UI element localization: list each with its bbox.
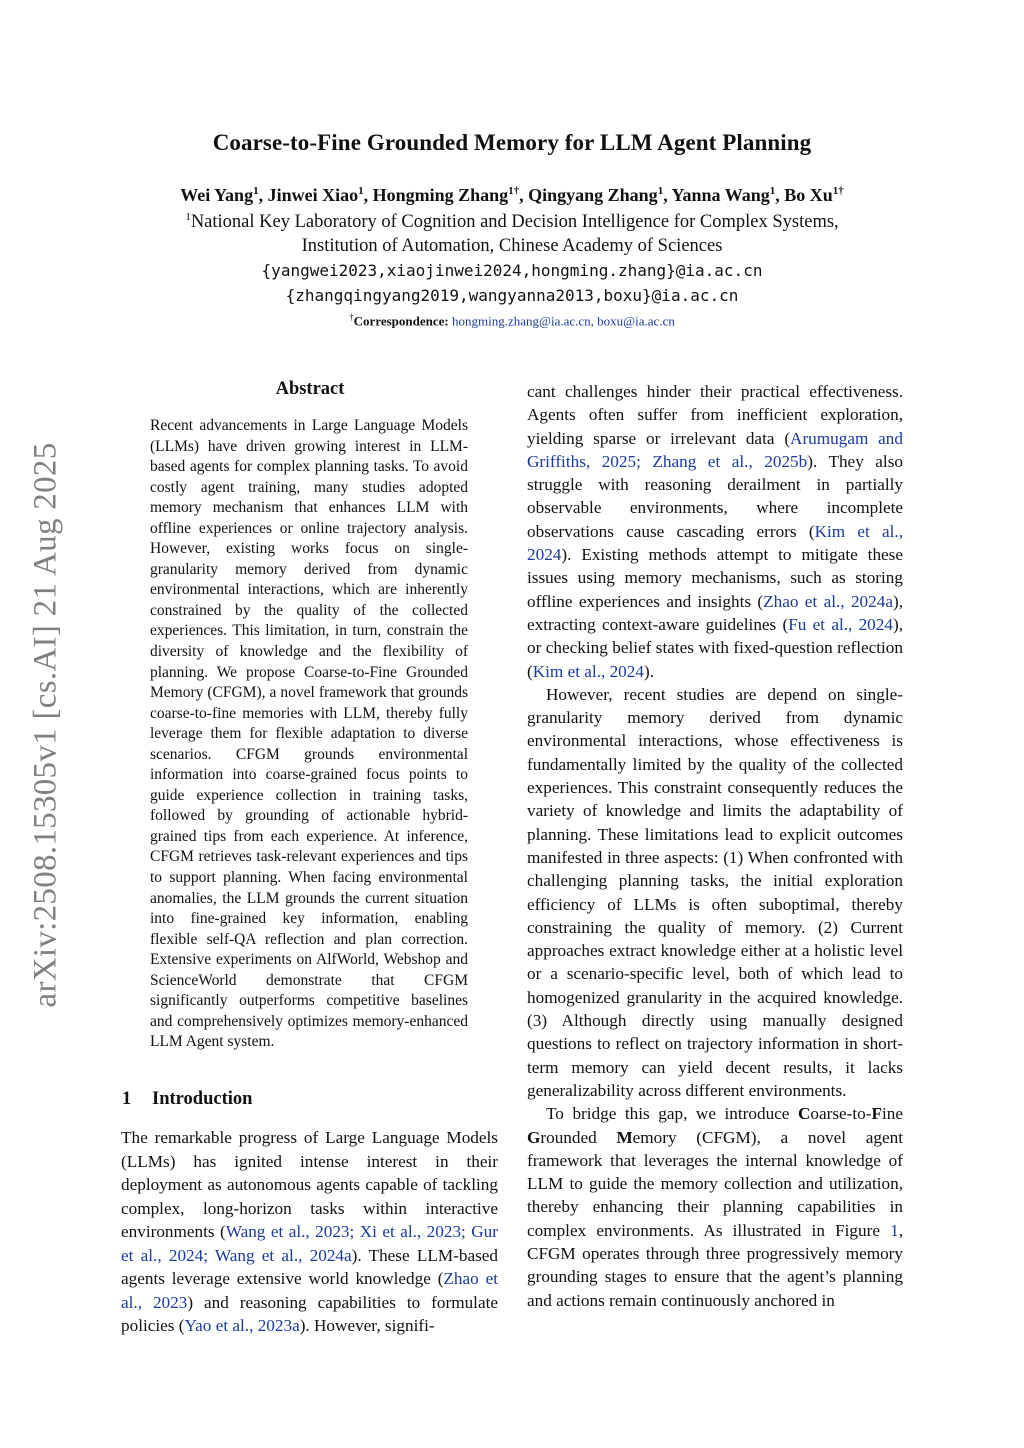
author-list: Wei Yang$^1$, Jinwei Xiao$^1$, Hongming Zhang$^{1\dagger}$, Qingyang Zhang$^1$, Yanna Wang$^1$, Bo $Xu^{1\dagger}$ [180, 185, 844, 205]
paragraph [121, 1126, 498, 1338]
citation-link[interactable]: 1 [890, 1220, 899, 1240]
affiliation-line-2: Institution of Automation, Chinese Academy of Sciences [301, 236, 723, 256]
text-run: ). They also struggle with reasoning derailment in partially observable environments, where incomplete observations cause cascading errors ( [527, 451, 903, 541]
author: Qingyang Zhang$^1$ [528, 185, 664, 205]
author: Wei Yang$^1$ [180, 185, 259, 205]
text-run: cant challenges hinder their practical effectiveness. Agents often suffer from inefficient exploration, yielding sparse or irrelevant data ( [527, 382, 903, 448]
email-line-2: {zhangqingyang2019,wangyanna2013,boxu}@ia.ac.cn [285, 286, 739, 305]
author: Yanna Wang$^1$ [671, 185, 776, 205]
text-run: ), extracting context-aware guidelines ( [527, 591, 903, 634]
affiliation-line-1: $^1$National Key Laboratory of Cognition and Decision Intelligence for Complex Systems, [185, 211, 839, 233]
text-run: ). Existing methods attempt to mitigate these issues using memory mechanisms, such as storing offline experiences and insights ( [527, 545, 903, 611]
text-run: rounded [540, 1127, 617, 1147]
correspondence: †Correspondence: hongming.zhang@ia.ac.cn, boxu@ia.ac.cn [349, 312, 675, 329]
email-line-1: {yangwei2023,xiaojinwei2024,hongming.zhang}@ia.ac.cn [261, 261, 763, 280]
correspondence-emails[interactable]: hongming.zhang@ia.ac.cn, boxu@ia.ac.cn [452, 313, 675, 329]
text-run: emory (CFGM), a novel agent framework that leverages the internal knowledge of LLM to guide the memory collection and utilization, thereby enhancing their planning capabilities in complex environments. As illustrated in Figure [527, 1127, 904, 1240]
abstract-text: Recent advancements in Large Language Models (LLMs) have driven growing interest in LLM-based agents for complex planning tasks. To avoid costly agent training, many studies adopted memory mechanism that enhances LLM with offline experiences or online trajectory analysis. However, existing works focus on single-granularity memory derived from dynamic environmental interactions, which are inherently constrained by the quality of the collected experiences. This limitation, in turn, constrain the diversity of knowledge and the flexibility of planning. We propose Coarse-to-Fine Grounded Memory (CFGM), a novel framework that grounds coarse-to-fine memories with LLM, thereby fully leverage them for flexible adaptation to diverse scenarios. CFGM grounds environmental information into coarse-grained focus points to guide experience collection in training tasks, followed by grounding of actionable hybrid-grained tips from each experience. At inference, CFGM retrieves task-relevant experiences and tips to support planning. When facing environmental anomalies, the LLM grounds the current situation into fine-grained key information, enabling flexible self-QA reflection and plan correction. Extensive experiments on AlfWorld, Webshop and ScienceWorld demonstrate that CFGM significantly outperforms competitive baselines and comprehensively optimizes memory-enhanced LLM Agent system. [150, 417, 468, 1051]
paragraph [527, 380, 903, 683]
author: Bo $Xu^{1\dagger}$ [784, 185, 844, 205]
introduction-right-column [527, 380, 903, 1312]
text-run: ). [643, 661, 654, 681]
text-run: oarse-to- [810, 1104, 872, 1124]
paragraph [527, 1102, 903, 1312]
citation-link[interactable]: Fu et al., 2024 [788, 614, 893, 634]
citation-link[interactable]: Kim et al., 2024 [527, 521, 903, 565]
paper-title: Coarse-to-Fine Grounded Memory for LLM Agent Planning [212, 130, 812, 155]
paragraph [527, 683, 903, 1102]
author: Jinwei Xiao$^1$ [267, 185, 364, 205]
text-run: ). These LLM-based agents leverage extensive world knowledge ( [121, 1245, 498, 1288]
text-run: The remarkable progress of Large Language Models (LLMs) has ignited intense interest in their deployment as autonomous agents capable of tackling complex, long-horizon tasks within interactive environments ( [121, 1128, 498, 1241]
text-run: To bridge this gap, we introduce [546, 1104, 798, 1124]
introduction-left-column [121, 1126, 498, 1338]
section-heading-introduction: 1 Introduction [122, 1089, 253, 1109]
text-run: However, recent studies are depend on single-granularity memory derived from dynamic environmental interactions, whose effectiveness is fundamentally limited by the quality of the collected experiences. This constraint consequently reduces the variety of knowledge and limits the adaptability of planning. These limitations lead to explicit outcomes manifested in three aspects: (1) When confronted with challenging planning tasks, the initial exploration efficiency of LLMs is often suboptimal, thereby constraining the quality of memory. (2) Current approaches extract knowledge either at a holistic level or a scenario-specific level, both of which lead to homogenized granularity in the acquired knowledge. (3) Although directly using manually designed questions to reflect on trajectory information in short-term memory can yield decent results, it lacks generalizability across different environments. [527, 684, 903, 1100]
text-run: ) and reasoning capabilities to formulate policies ( [121, 1292, 498, 1335]
citation-link[interactable]: Zhao et al., 2024a [763, 591, 893, 611]
citation-link[interactable]: Yao et al., 2023a [184, 1316, 300, 1335]
citation-link[interactable]: Arumugam and Griffiths, 2025; Zhang et al., 2025b [527, 428, 903, 471]
text-run: , CFGM operates through three progressively memory grounding stages to ensure that the agent’s planning and actions remain continuously anchored in [527, 1220, 903, 1310]
text-run: ), or checking belief states with fixed-question reflection ( [527, 614, 903, 681]
citation-link[interactable]: Zhao et al., 2023 [121, 1269, 498, 1312]
citation-link[interactable]: Kim et al., 2024 [532, 661, 644, 681]
arxiv-stamp: arXiv:2508.15305v1 [cs.AI] 21 Aug 2025 [27, 442, 64, 1008]
text-run: ). However, signifi- [299, 1316, 435, 1335]
text-run: ine [882, 1104, 903, 1124]
citation-link[interactable]: Wang et al., 2023; Xi et al., 2023; Gur et al., 2024; Wang et al., 2024a [121, 1222, 498, 1265]
author: Hongming Zhang$^{1\dagger}$ [372, 185, 520, 205]
bold-text: G [527, 1127, 541, 1147]
bold-text: F [871, 1104, 882, 1124]
abstract-heading: Abstract [275, 379, 345, 399]
bold-text: C [797, 1104, 811, 1124]
bold-text: M [616, 1127, 633, 1147]
